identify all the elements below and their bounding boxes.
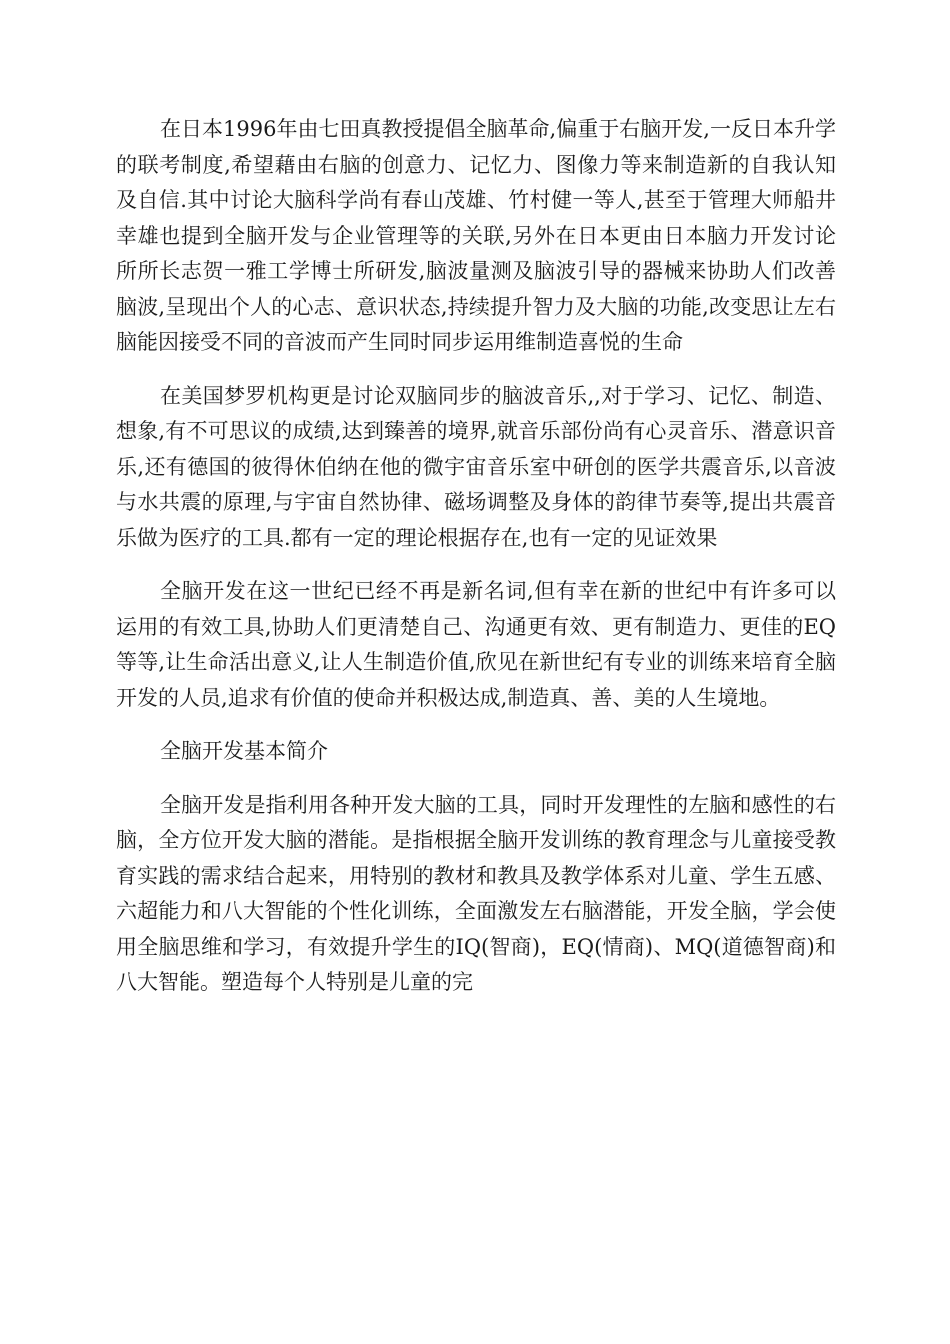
document-page [116, 112, 836, 1019]
section-heading: 全脑开发基本简介 [160, 739, 328, 763]
paragraph-1: 在日本1996年由七田真教授提倡全脑革命,偏重于右脑开发,一反日本升学的联考制度,希望藉由右脑的创意力、记忆力、图像力等来制造新的自我认知及自信.其中讨论大脑科学尚有春山茂雄、竹村健一等人,甚至于管理大师船井幸雄也提到全脑开发与企业管理等的关联,另外在日本更由日本脑力开发讨论所所长志贺一雅工学博士所研发,脑波量测及脑波引导的器械来协助人们改善脑波,呈现出个人的心志、意识状态,持续提升智力及大脑的功能,改变思让左右脑能因接受不同的音波而产生同时同步运用维制造喜悦的生命 [116, 117, 836, 354]
paragraph-3: 全脑开发在这一世纪已经不再是新名词,但有幸在新的世纪中有许多可以运用的有效工具,协助人们更清楚自己、沟通更有效、更有制造力、更佳的EQ等等,让生命活出意义,让人生制造价值,欣见在新世纪有专业的训练来培育全脑开发的人员,追求有价值的使命并积极达成,制造真、善、美的人生境地。 [116, 579, 836, 710]
paragraph-4: 全脑开发是指利用各种开发大脑的工具，同时开发理性的左脑和感性的右脑，全方位开发大脑的潜能。是指根据全脑开发训练的教育理念与儿童接受教育实践的需求结合起来，用特别的教材和教具及教学体系对儿童、学生五感、六超能力和八大智能的个性化训练，全面激发左右脑潜能，开发全脑，学会使用全脑思维和学习，有效提升学生的IQ(智商)，EQ(情商)、MQ(道德智商)和八大智能。塑造每个人特别是儿童的完 [116, 792, 836, 994]
paragraph-2: 在美国梦罗机构更是讨论双脑同步的脑波音乐,,对于学习、记忆、制造、想象,有不可思议的成绩,达到臻善的境界,就音乐部份尚有心灵音乐、潜意识音乐,还有德国的彼得休伯纳在他的微宇宙音乐室中研创的医学共震音乐,以音波与水共震的原理,与宇宙自然协律、磁场调整及身体的韵律节奏等,提出共震音乐做为医疗的工具.都有一定的理论根据存在,也有一定的见证效果 [116, 383, 836, 550]
